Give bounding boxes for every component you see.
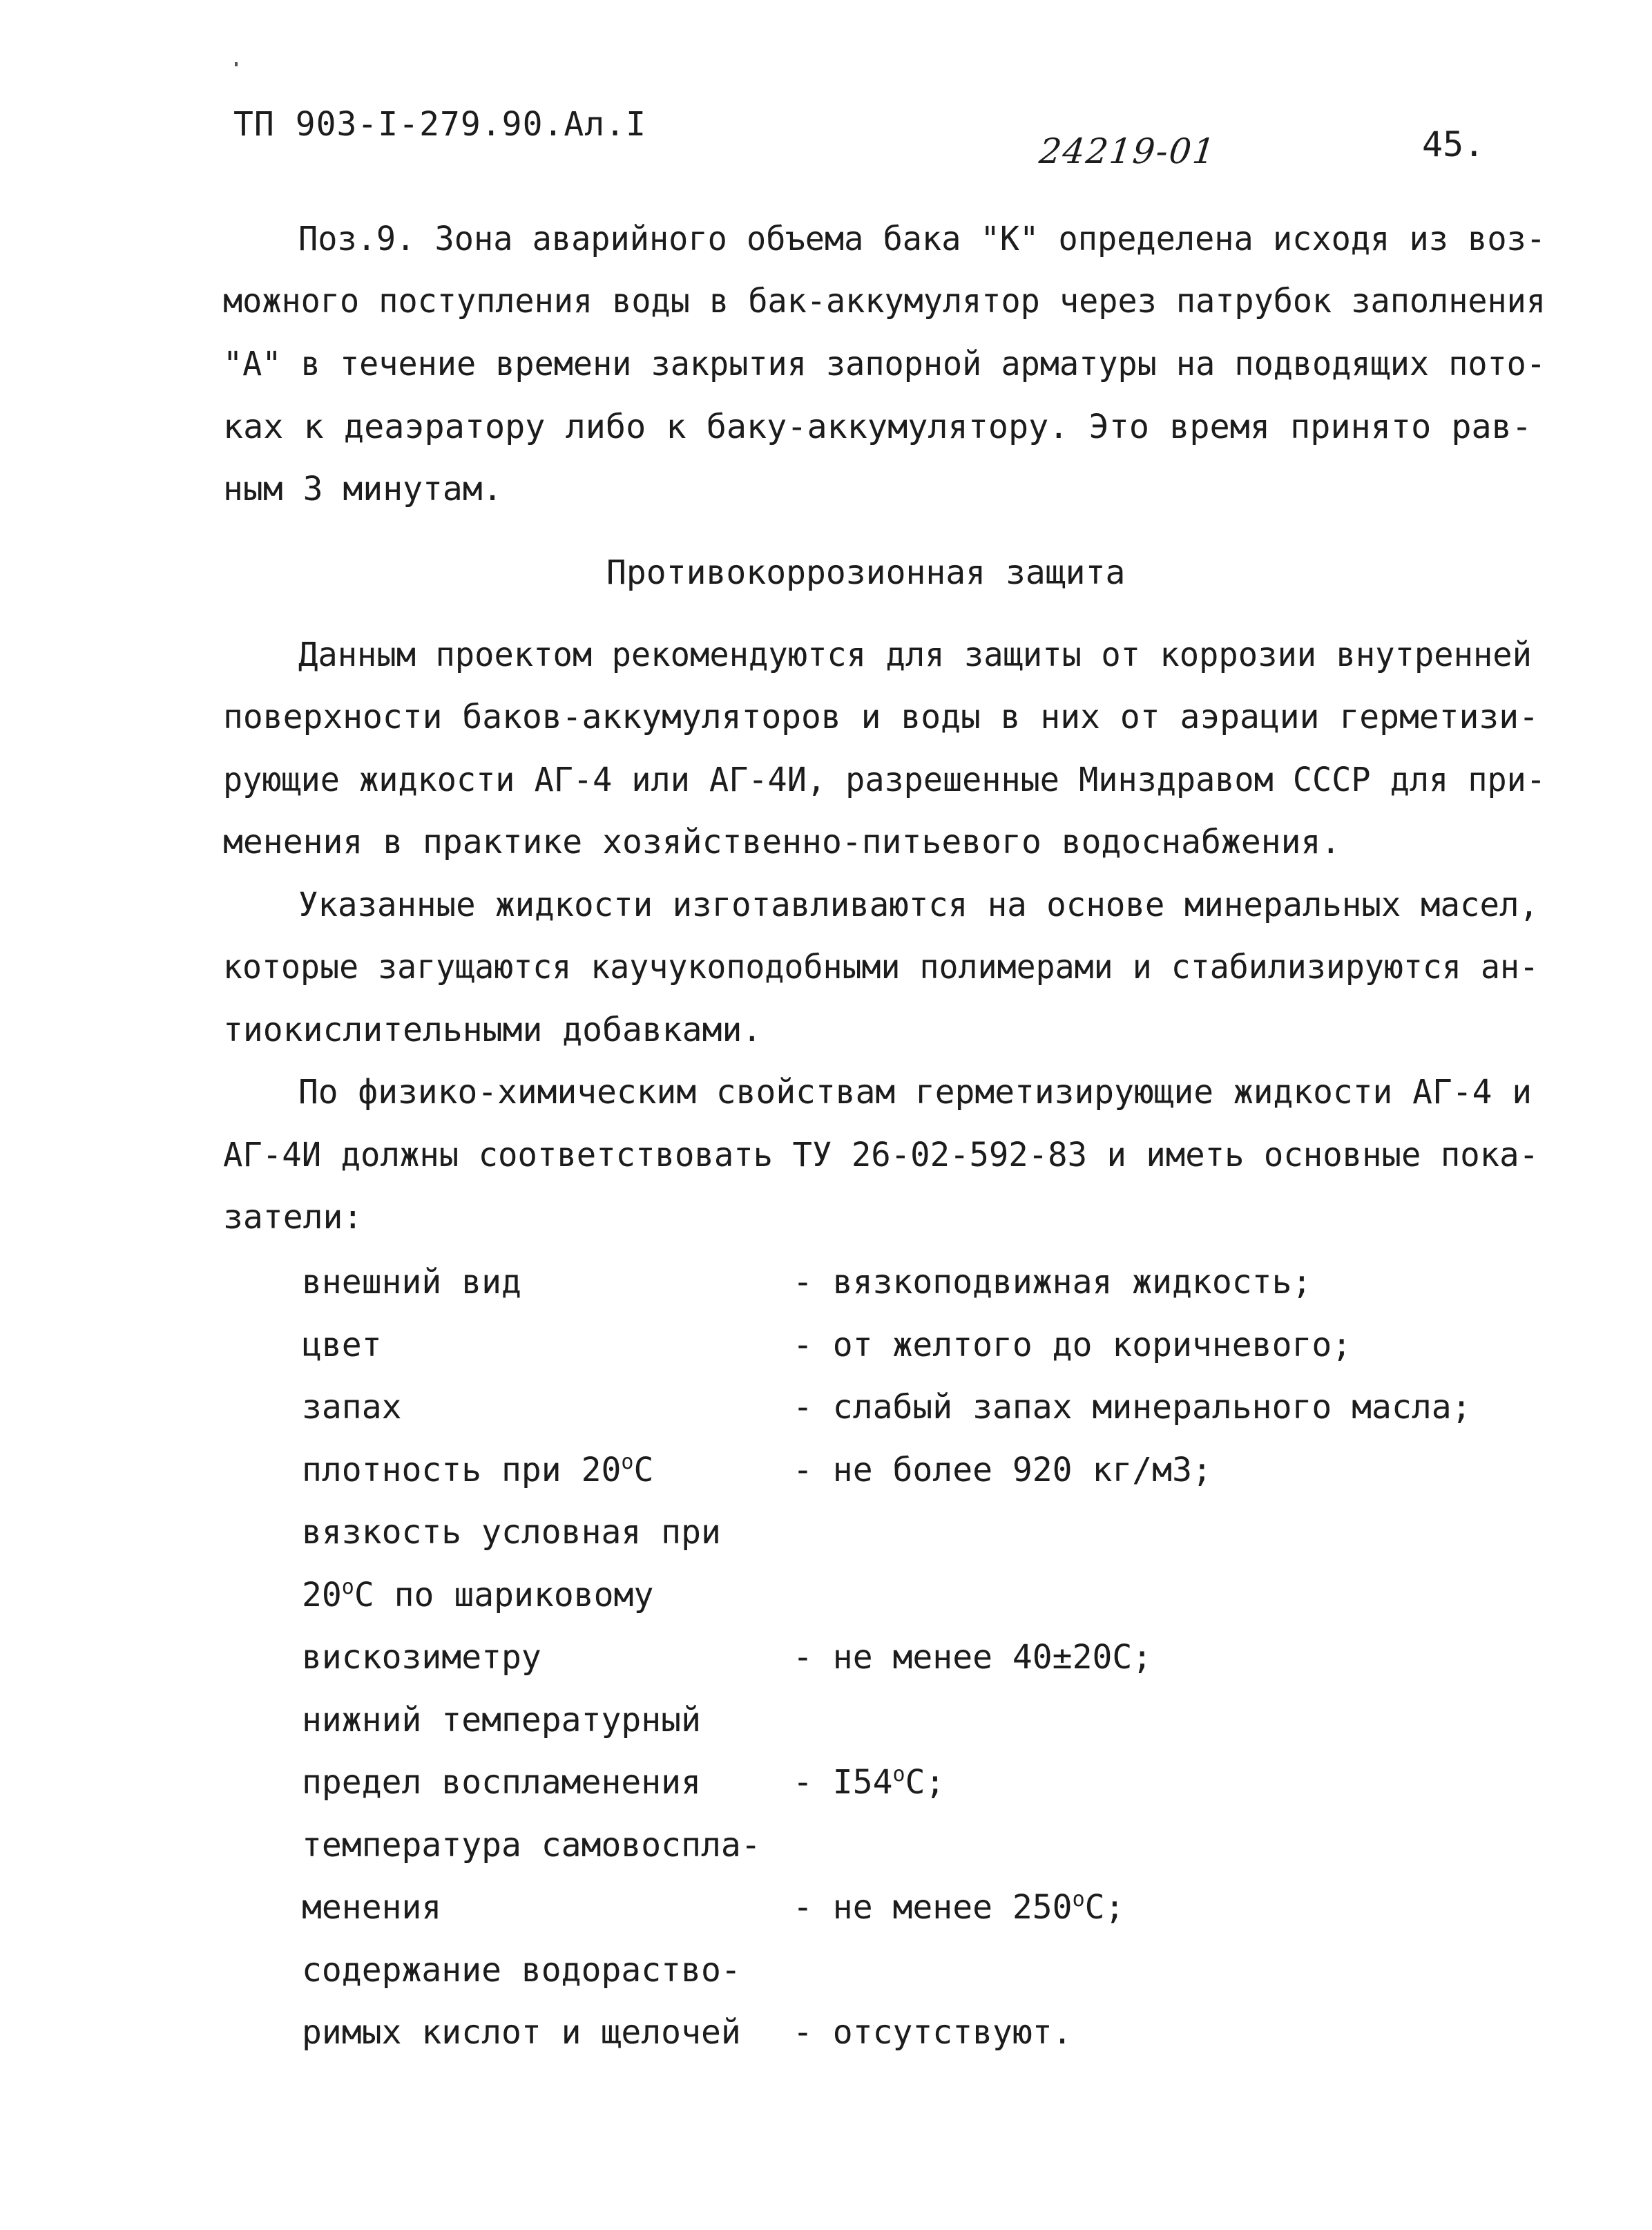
spec-label-viscosity: $20^оС$ по шариковому bbox=[302, 1575, 654, 1614]
paragraph-4-line: По физико-химическим свойствам герметизирующие жидкости АГ-4 и bbox=[298, 1073, 1532, 1112]
spec-value-autoignition: - не менее $250^оС$; bbox=[793, 1887, 1125, 1927]
spec-label-autoignition: менения bbox=[302, 1888, 442, 1927]
paragraph-4-line: затели: bbox=[223, 1198, 363, 1237]
spec-label-odor: запах bbox=[302, 1388, 402, 1427]
paragraph-4-line: АГ-4И должны соответствовать ТУ 26-02-592-83 и иметь основные пока- bbox=[223, 1136, 1539, 1174]
paragraph-3-line: тиокислительными добавками. bbox=[223, 1011, 762, 1049]
paragraph-1-line: ным 3 минутам. bbox=[223, 470, 503, 508]
document-code: ТП 903-I-279.90.Ал.I bbox=[233, 105, 646, 144]
paragraph-2-line: менения в практике хозяйственно-питьевого водоснабжения. bbox=[223, 823, 1341, 861]
spec-label-flash-point: нижний температурный bbox=[302, 1701, 701, 1740]
spec-label-appearance: внешний вид bbox=[302, 1263, 521, 1302]
paragraph-3-line: Указанные жидкости изготавливаются на основе минеральных масел, bbox=[298, 886, 1539, 924]
spec-value-odor: - слабый запах минерального масла; bbox=[793, 1388, 1472, 1427]
scan-speck bbox=[235, 62, 238, 66]
spec-value-acids: - отсутствуют. bbox=[793, 2013, 1073, 2052]
paragraph-2-line: поверхности баков-аккумуляторов и воды в них от аэрации герметизи- bbox=[223, 698, 1539, 736]
paragraph-2-line: рующие жидкости АГ-4 или АГ-4И, разрешенные Минздравом СССР для при- bbox=[223, 761, 1546, 799]
handwritten-number: 24219-01 bbox=[1037, 131, 1218, 171]
spec-label-acids: римых кислот и щелочей bbox=[302, 2013, 741, 2052]
spec-label-color: цвет bbox=[302, 1326, 382, 1364]
page-number: 45. bbox=[1422, 124, 1485, 164]
paragraph-1-line: ках к деаэратору либо к баку-аккумулятору. Это время принято рав- bbox=[223, 408, 1532, 446]
spec-value-density: - не более 920 кг/м3; bbox=[793, 1451, 1212, 1489]
spec-label-density: плотность при $20^оС$ bbox=[302, 1450, 654, 1489]
spec-label-autoignition: температура самовоспла- bbox=[302, 1826, 761, 1865]
paragraph-1-line: "А" в течение времени закрытия запорной арматуры на подводящих пото- bbox=[223, 345, 1546, 383]
section-heading: Противокоррозионная защита bbox=[606, 553, 1126, 592]
spec-value-flash-point: - $I54^оС$; bbox=[793, 1762, 945, 1802]
spec-value-color: - от желтого до коричневого; bbox=[793, 1326, 1352, 1364]
spec-label-acids: содержание водораство- bbox=[302, 1951, 741, 1990]
spec-label-viscosity: вязкость условная при bbox=[302, 1513, 721, 1552]
spec-value-appearance: - вязкоподвижная жидкость; bbox=[793, 1263, 1312, 1302]
paragraph-2-line: Данным проектом рекомендуются для защиты от коррозии внутренней bbox=[298, 636, 1532, 674]
paragraph-3-line: которые загущаются каучукоподобными полимерами и стабилизируются ан- bbox=[223, 948, 1539, 987]
spec-label-flash-point: предел воспламенения bbox=[302, 1763, 701, 1802]
spec-label-viscosity: вискозиметру bbox=[302, 1638, 541, 1677]
spec-value-viscosity: - не менее 40±20С; bbox=[793, 1638, 1153, 1677]
paragraph-1-line: можного поступления воды в бак-аккумулятор через патрубок заполнения bbox=[223, 282, 1546, 321]
paragraph-1-line: Поз.9. Зона аварийного объема бака "К" определена исходя из воз- bbox=[298, 220, 1546, 258]
